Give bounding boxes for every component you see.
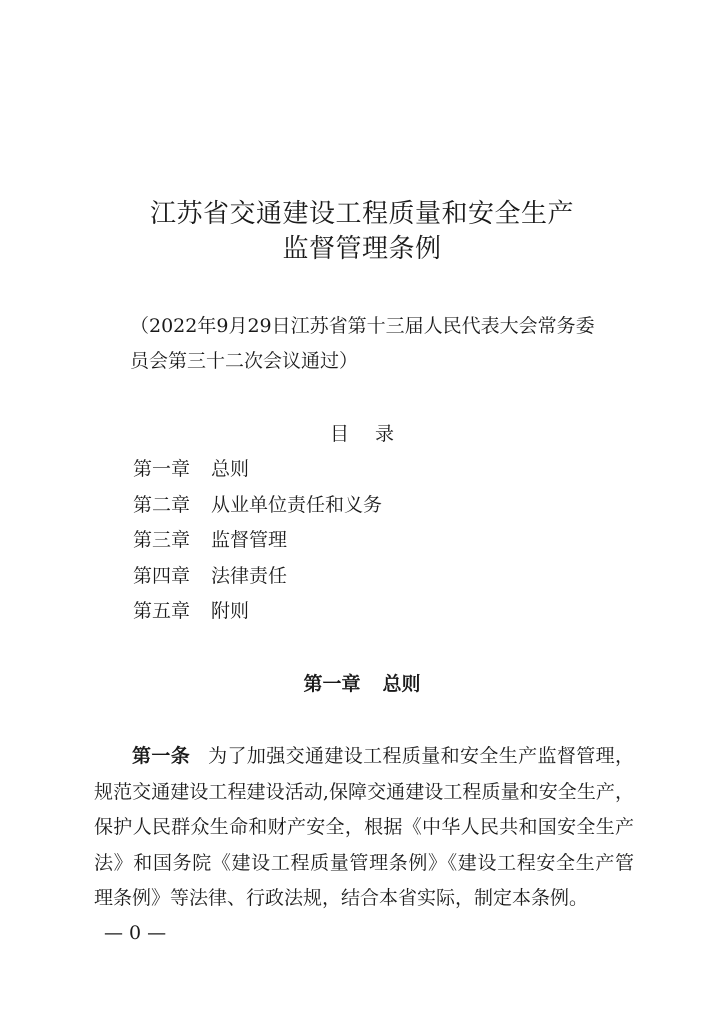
table-of-contents <box>133 454 382 632</box>
adoption-note-line-2: 员会第三十二次会议通过） <box>130 350 359 372</box>
document-title-line-2: 监督管理条例 <box>282 234 442 264</box>
chapter-name: 总则 <box>382 673 421 695</box>
article-line <box>94 741 634 777</box>
toc-chapter-number: 第二章 <box>133 493 191 516</box>
article-line: 法》和国务院《建设工程质量管理条例》《建设工程安全生产管 <box>94 851 634 874</box>
toc-chapter-number: 第三章 <box>133 529 191 551</box>
toc-chapter-number: 第五章 <box>133 600 191 622</box>
article-line: 保护人民群众生命和财产安全，根据《中华人民共和国安全生产 <box>94 816 634 838</box>
toc-chapter-number: 第一章 <box>133 458 191 480</box>
page-number: — 0 — <box>104 922 167 944</box>
toc-item <box>133 454 382 490</box>
article-1-paragraph <box>94 741 634 919</box>
toc-chapter-name: 法律责任 <box>211 564 288 587</box>
toc-chapter-name: 从业单位责任和义务 <box>211 493 383 516</box>
chapter-heading <box>0 669 724 696</box>
toc-chapter-number: 第四章 <box>133 564 191 587</box>
table-of-contents-heading: 目 录 <box>329 423 395 445</box>
toc-item <box>133 596 382 632</box>
toc-item <box>133 561 382 597</box>
toc-item <box>133 490 382 526</box>
toc-chapter-name: 总则 <box>211 458 250 480</box>
article-line: 理条例》等法律、行政法规，结合本省实际，制定本条例。 <box>94 887 589 909</box>
article-text: 为了加强交通建设工程质量和安全生产监督管理， <box>208 745 634 767</box>
article-line: 规范交通建设工程建设活动,保障交通建设工程质量和安全生产， <box>94 780 634 803</box>
adoption-note-line-1: （2022年9月29日江苏省第十三届人民代表大会常务委 <box>130 315 595 337</box>
chapter-number: 第一章 <box>303 673 361 695</box>
toc-item <box>133 525 382 561</box>
article-label: 第一条 <box>132 745 191 767</box>
toc-chapter-name: 附则 <box>211 600 250 622</box>
toc-chapter-name: 监督管理 <box>211 529 288 551</box>
document-title-line-1: 江苏省交通建设工程质量和安全生产 <box>149 199 574 229</box>
